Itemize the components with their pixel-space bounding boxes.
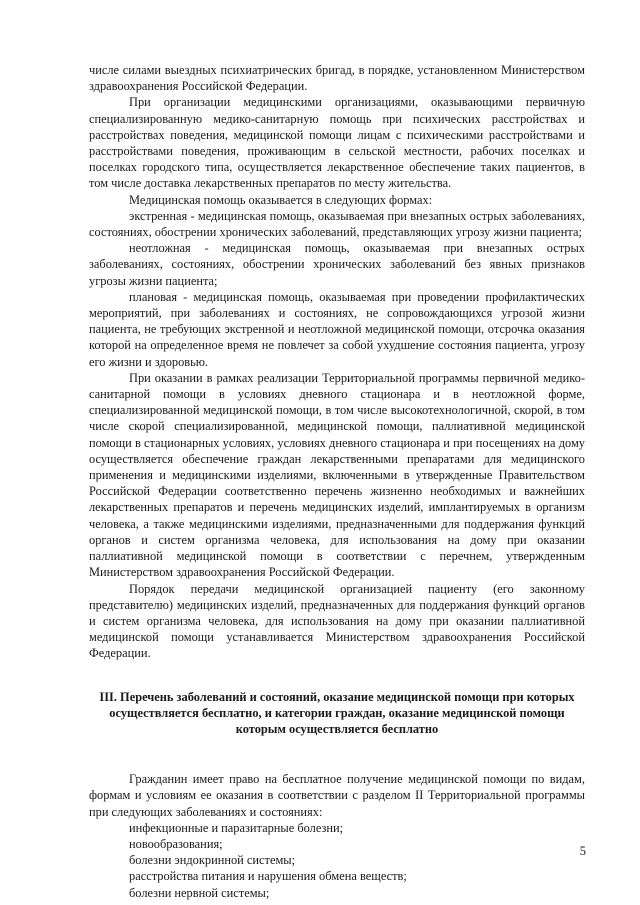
paragraph: Порядок передачи медицинской организацией пациенту (его законному представителю) медицинских изделий, предназначенных для поддержания функций органов и систем организма человека, для использования на дому при оказании паллиативной медицинской помощи устанавливается Министерством здравоохранения Российской Федерации. bbox=[89, 581, 585, 661]
intro-paragraph: Гражданин имеет право на бесплатное получение медицинской помощи по видам, формам и условиям ее оказания в соответствии с разделом II Территориальной программы при следующих заболеваниях и состояниях: bbox=[89, 772, 585, 819]
paragraph-continuation: числе силами выездных психиатрических бригад, в порядке, установленном Министерством здравоохранения Российской Федерации. bbox=[89, 63, 585, 94]
conditions-list bbox=[89, 820, 585, 901]
page-number: 5 bbox=[579, 844, 586, 858]
paragraph: неотложная - медицинская помощь, оказываемая при внезапных острых заболеваниях, состояниях, обострении хронических заболеваний без явных признаков угрозы жизни пациента; bbox=[89, 241, 585, 288]
list-item: расстройства питания и нарушения обмена веществ; bbox=[129, 869, 407, 884]
paragraph: При организации медицинскими организациями, оказывающими первичную специализированную медико-санитарную помощь при психических расстройствах и расстройствах поведения, медицинской помощи лицам с психическими расстройствами и расстройствами поведения, проживающим в сельской местности, рабочих поселках и поселках городского типа, осуществляется лекарственное обеспечение таких пациентов, в том числе доставка лекарственных препаратов по месту жительства. bbox=[89, 95, 585, 191]
section-heading: III. Перечень заболеваний и состояний, оказание медицинской помощи при которых осуществляется бесплатно, и категории граждан, оказание медицинской помощи которым осуществляется бесплатно bbox=[99, 689, 575, 736]
list-item: болезни эндокринной системы; bbox=[129, 853, 296, 868]
list-item: болезни нервной системы; bbox=[129, 885, 270, 900]
paragraph: Медицинская помощь оказывается в следующих формах: bbox=[129, 192, 433, 207]
paragraph: При оказании в рамках реализации Территориальной программы первичной медико-санитарной помощи в условиях дневного стационара и в неотложной форме, специализированной медицинской помощи, в том числе высокотехнологичной, скорой, в том числе скорой специализированной, медицинской помощи, паллиативной медицинской помощи в стационарных условиях, условиях дневного стационара и при посещениях на дому осуществляется обеспечение граждан лекарственными препаратами для медицинского применения и медицинскими изделиями, включенными в утвержденные Правительством Российской Федерации соответственно перечень жизненно необходимых и важнейших лекарственных препаратов и перечень медицинских изделий, имплантируемых в организм человека, а также медицинскими изделиями, предназначенными для поддержания функций органов и систем организма человека, для использования на дому при оказании паллиативной медицинской помощи в соответствии с перечнем, утвержденным Министерством здравоохранения Российской Федерации. bbox=[89, 370, 585, 580]
list-item: новообразования; bbox=[129, 836, 223, 851]
list-item: инфекционные и паразитарные болезни; bbox=[129, 820, 344, 835]
paragraph: экстренная - медицинская помощь, оказываемая при внезапных острых заболеваниях, состояниях, обострении хронических заболеваний, представляющих угрозу жизни пациента; bbox=[89, 208, 585, 240]
paragraph: плановая - медицинская помощь, оказываемая при проведении профилактических мероприятий, при заболеваниях и состояниях, не сопровождающихся угрозой жизни пациента, не требующих экстренной и неотложной медицинской помощи, отсрочка оказания которой на определенное время не повлечет за собой ухудшение состояния пациента, угрозу его жизни и здоровью. bbox=[89, 289, 585, 369]
